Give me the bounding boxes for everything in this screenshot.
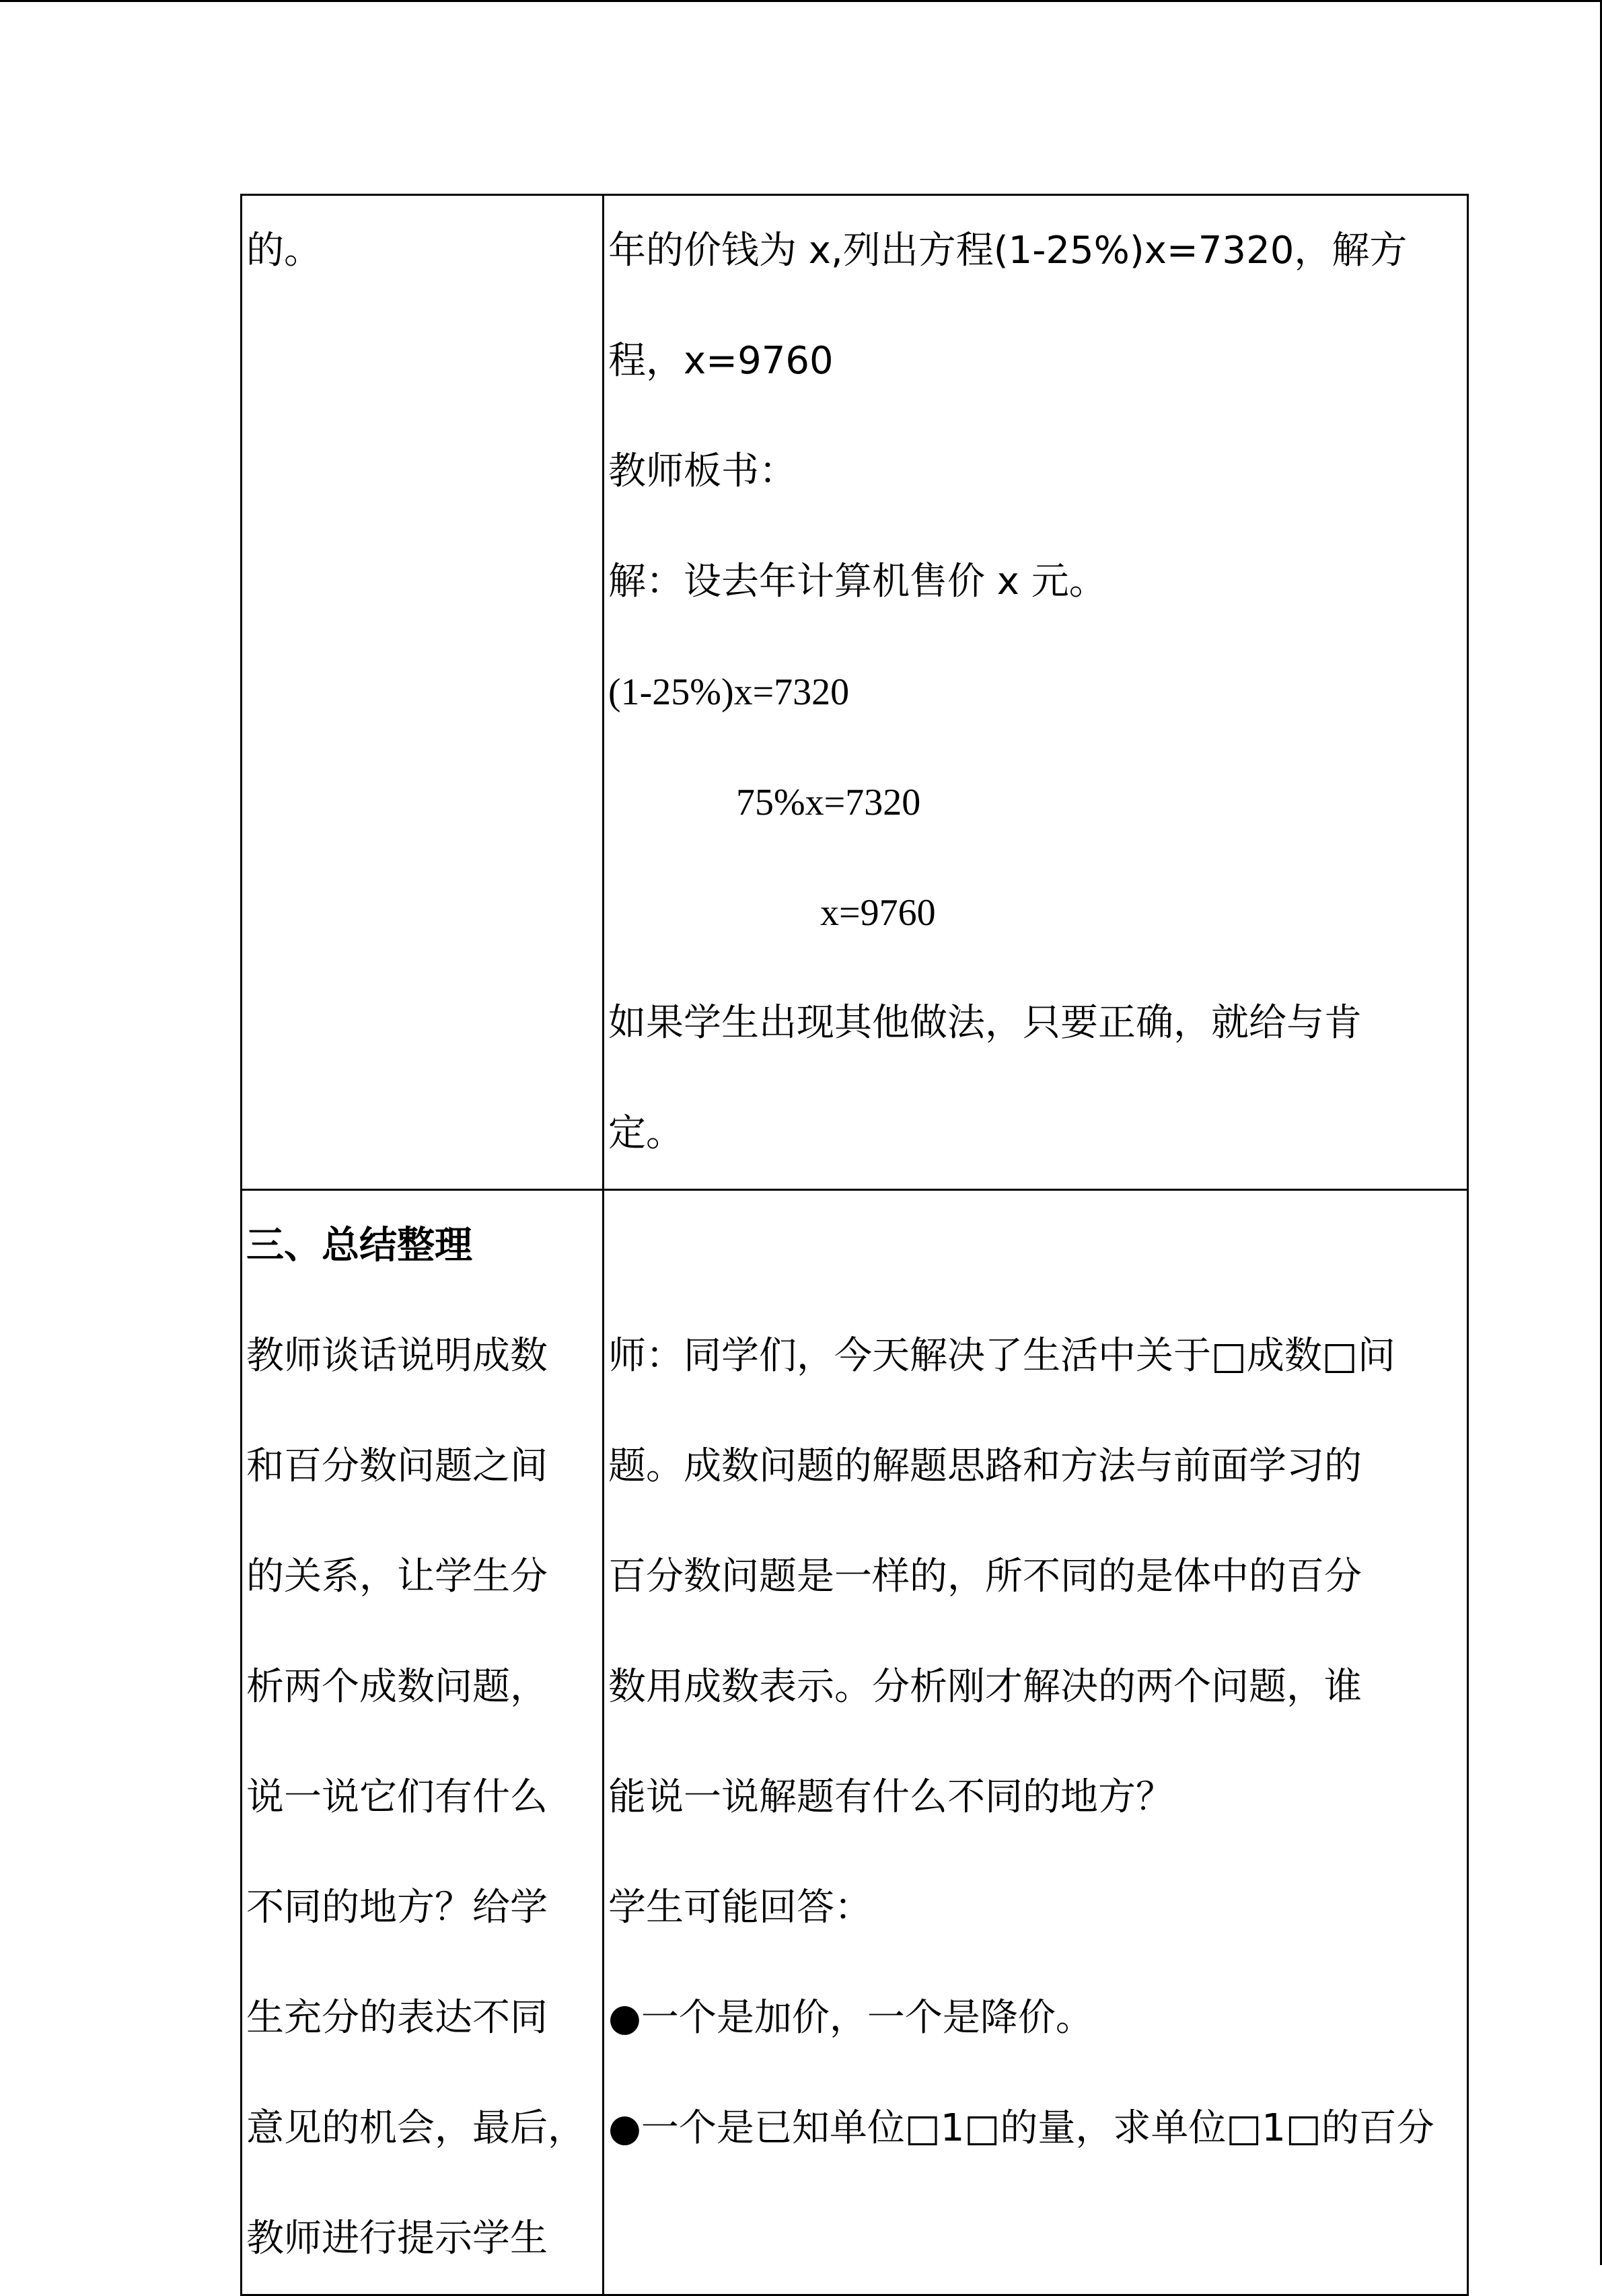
cell-text: 教师进行提示学生 <box>246 2217 548 2260</box>
cell-text: 题。成数问题的解题思路和方法与前面学习的 <box>608 1444 1362 1488</box>
cell-text: 说一说它们有什么 <box>246 1775 548 1819</box>
cell-text: 的。 <box>246 229 322 272</box>
cell-text: 生充分的表达不同 <box>246 1996 548 2040</box>
cell-text: 数用成数表示。分析刚才解决的两个问题，谁 <box>608 1665 1362 1709</box>
table-row <box>242 195 1468 1190</box>
cell-text: 百分数问题是一样的，所不同的是体中的百分 <box>608 1555 1362 1598</box>
lesson-plan-table <box>240 194 1469 2296</box>
cell-text: 师：同学们，今天解决了生活中关于□成数□问 <box>608 1334 1395 1378</box>
section-heading: 三、总结整理 <box>246 1224 472 1267</box>
table-row <box>242 1190 1468 2295</box>
cell-text: 的关系，让学生分 <box>246 1555 548 1598</box>
process-cell <box>604 195 1468 1190</box>
cell-text: 解：设去年计算机售价 x 元。 <box>608 560 1107 603</box>
page-top-border <box>0 0 1602 2</box>
bullet-item: ●一个是已知单位□1□的量，求单位□1□的百分 <box>608 2106 1434 2150</box>
cell-text: 析两个成数问题， <box>246 1665 548 1709</box>
equation-line: x=9760 <box>820 892 936 934</box>
process-cell <box>604 1190 1468 2295</box>
cell-text: 学生可能回答： <box>608 1886 872 1929</box>
cell-text: 如果学生出现其他做法，只要正确，就给与肯 <box>608 1001 1362 1045</box>
activity-cell <box>242 1190 604 2295</box>
equation-line: 75%x=7320 <box>736 782 921 823</box>
cell-text: 和百分数问题之间 <box>246 1444 548 1488</box>
cell-text: 意见的机会，最后， <box>246 2106 585 2150</box>
activity-cell <box>242 195 604 1190</box>
cell-text: 不同的地方？给学 <box>246 1886 548 1929</box>
blank-line <box>608 1191 1464 1301</box>
cell-text: 教师板书： <box>608 449 797 493</box>
cell-text: 程，x=9760 <box>608 339 834 383</box>
bullet-item: ●一个是加价，一个是降价。 <box>608 1996 1093 2040</box>
cell-text: 定。 <box>608 1111 684 1155</box>
cell-text: 年的价钱为 x,列出方程(1-25%)x=7320，解方 <box>608 229 1408 272</box>
equation-line: (1-25%)x=7320 <box>608 671 850 713</box>
cell-text: 教师谈话说明成数 <box>246 1334 548 1378</box>
cell-text: 能说一说解题有什么不同的地方？ <box>608 1775 1173 1819</box>
